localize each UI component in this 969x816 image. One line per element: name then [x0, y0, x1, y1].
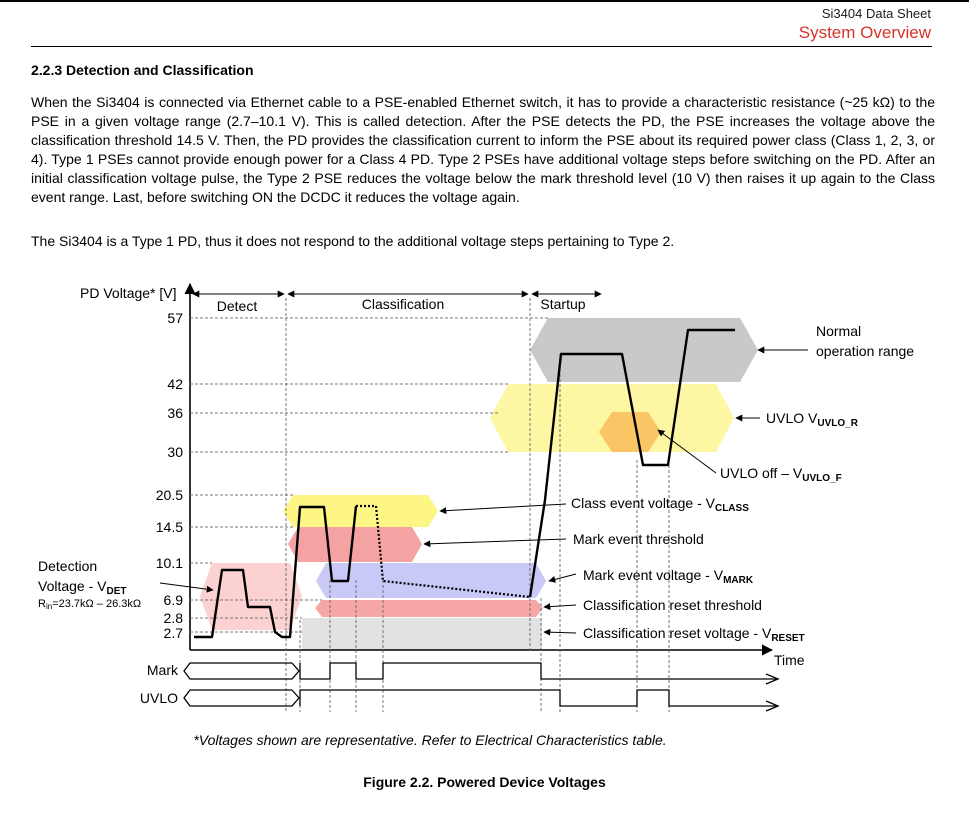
y-tick-42: 42 [167, 376, 183, 392]
y-axis-label: PD Voltage* [V] [80, 285, 177, 301]
y-tick-2-8: 2.8 [163, 610, 183, 626]
powered-device-voltages-figure [0, 270, 969, 750]
body-paragraph-2: The Si3404 is a Type 1 PD, thus it does not respond to the additional voltage steps pertaining to Type 2. [31, 233, 675, 249]
y-tick-36: 36 [167, 405, 183, 421]
class-reset-threshold-label: Classification reset threshold [583, 597, 762, 613]
mark-event-label: Mark event voltage - $V_{MARK}$ [583, 567, 754, 586]
class-reset-voltage-label: Classification reset voltage - $V_{RESET}$ [583, 625, 805, 644]
y-tick-20-5: 20.5 [155, 487, 183, 503]
y-tick-57: 57 [167, 310, 183, 326]
body-paragraph-1: When the Si3404 is connected via Ethernet cable to a PSE-enabled Ethernet switch, it has to provide a characteristic resistance (~25 kΩ) to the PSE in a given voltage range (2.7–10.1 V). This is called detection. After the PSE detects the PD, the PSE increases the voltage above the classification threshold 14.5 V. Then, the PD provides the classification current to inform the PSE about its required power class (Class 1, 2, 3, or 4). Type 1 PSEs cannot provide enough power for a Class 4 PD. Type 2 PSEs have additional voltage steps before switching on the PD. After an initial classification voltage pulse, the Type 2 PSE reduces the voltage below the mark threshold level (10 V) then raises it up again to the Class event range. Last, before switching ON the DCDC it reduces the voltage again. [31, 94, 935, 205]
uvlo-signal-label: UVLO [139, 690, 178, 706]
mark-signal-trace [184, 663, 778, 684]
phase-label-startup: Startup [540, 296, 586, 312]
y-tick-labels [156, 310, 183, 641]
detection-label-line2: Voltage - $V_{DET}$ [38, 578, 127, 597]
rin-label: Rin=23.7kΩ – 26.3kΩ [38, 598, 142, 611]
class-event-band [283, 495, 438, 527]
mark-threshold-label: Mark event threshold [573, 531, 704, 547]
page-header [799, 6, 931, 44]
uvlo-r-label: UVLO $V_{UVLO\_R}$ [766, 410, 858, 429]
detection-label-line1: Detection [38, 558, 98, 574]
y-tick-14-5: 14.5 [155, 519, 183, 535]
section-heading: 2.2.3 Detection and Classification [31, 62, 254, 78]
normal-label-line1: Normal [816, 323, 862, 339]
figure-caption: Figure 2.2. Powered Device Voltages [363, 774, 606, 790]
uvlo-off-band [599, 412, 661, 452]
y-tick-30: 30 [167, 444, 183, 460]
y-tick-2-7: 2.7 [163, 625, 183, 641]
header-divider [31, 46, 932, 47]
reset-voltage-band [302, 618, 542, 650]
mark-threshold-band [288, 527, 422, 562]
y-tick-10-1: 10.1 [155, 555, 183, 571]
class-event-label: Class event voltage - $V_{CLASS}$ [571, 495, 749, 514]
figure-footnote: *Voltages shown are representative. Refer to Electrical Characteristics table. [193, 732, 667, 748]
phase-label-classification: Classification [361, 296, 445, 312]
phase-label-detect: Detect [216, 298, 258, 314]
y-tick-6-9: 6.9 [163, 592, 183, 608]
normal-operation-band [530, 318, 758, 382]
x-axis-label: Time [774, 652, 805, 668]
page-top-rule [0, 0, 969, 2]
reset-threshold-band [315, 600, 543, 617]
uvlo-signal-trace [184, 690, 778, 711]
mark-signal-label: Mark [146, 662, 178, 678]
uvlo-f-label: UVLO off – $V_{UVLO\_F}$ [720, 465, 842, 484]
normal-label-line2: operation range [816, 343, 915, 359]
doc-title: Si3404 Data Sheet [821, 6, 931, 21]
section-title: System Overview [798, 23, 931, 42]
